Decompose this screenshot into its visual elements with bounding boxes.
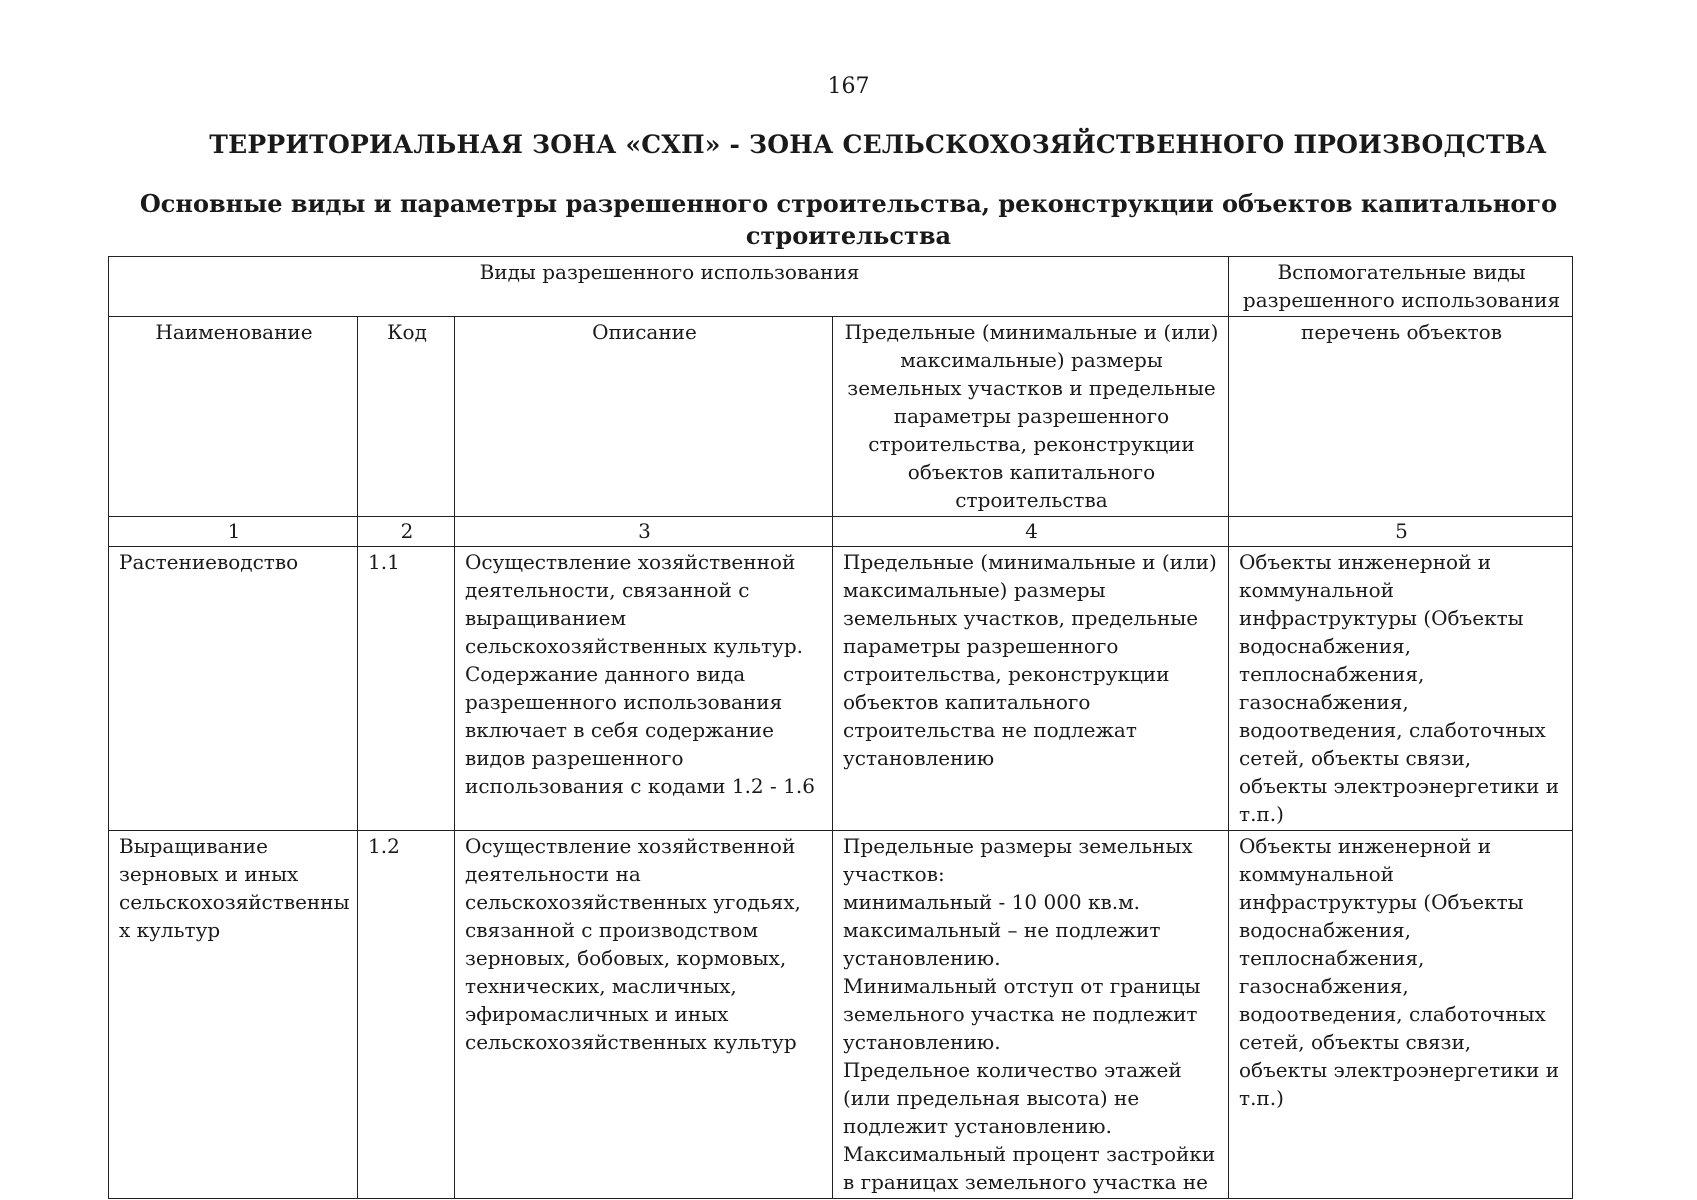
table-row	[109, 831, 1573, 1199]
column-header-objects: перечень объектов	[1229, 317, 1573, 517]
table-row	[109, 547, 1573, 831]
row-description-cell: Осуществление хозяйственной деятельности на сельскохозяйственных угодьях, связанной с производством зерновых, бобовых, кормовых, технических, масличных, эфиромасличных и иных сельскохозяйственных культур	[455, 831, 833, 1199]
table-column-number-row	[109, 517, 1573, 547]
page-number: 167	[827, 74, 870, 99]
subtitle-line-1: Основные виды и параметры разрешенного строительства, реконструкции объектов капитального	[139, 189, 1558, 218]
column-header-code: Код	[358, 317, 455, 517]
group-header-main: Виды разрешенного использования	[109, 257, 1229, 317]
limits-line: Максимальный процент застройки в границах земельного участка не	[843, 1142, 1216, 1194]
row-name-cell: Растениеводство	[109, 547, 358, 831]
row-code-cell: 1.2	[358, 831, 455, 1199]
limits-line: Минимальный отступ от границы земельного участка не подлежит установлению.	[843, 974, 1201, 1054]
column-number: 3	[455, 517, 833, 547]
column-number: 1	[109, 517, 358, 547]
column-header-description: Описание	[455, 317, 833, 517]
table-column-header-row	[109, 317, 1573, 517]
limits-line: минимальный - 10 000 кв.м.	[843, 890, 1141, 914]
column-number: 4	[833, 517, 1229, 547]
zone-parameters-table	[108, 256, 1573, 1199]
group-header-aux: Вспомогательные виды разрешенного использования	[1229, 257, 1573, 317]
table-group-header-row	[109, 257, 1573, 317]
column-header-name: Наименование	[109, 317, 358, 517]
column-number: 5	[1229, 517, 1573, 547]
column-header-limits: Предельные (минимальные и (или) максимальные) размеры земельных участков и предельные параметры разрешенного строительства, реконструкции объектов капитального строительства	[833, 317, 1229, 517]
subtitle-line-2: строительства	[745, 221, 952, 250]
row-limits-cell	[833, 831, 1229, 1199]
limits-line: Предельные размеры земельных участков:	[843, 834, 1193, 886]
row-description-cell: Осуществление хозяйственной деятельности, связанной с выращиванием сельскохозяйственных культур. Содержание данного вида разрешенного использования включает в себя содержание видов разрешенного использования с кодами 1.2 - 1.6	[455, 547, 833, 831]
limits-line: Предельное количество этажей (или предельная высота) не подлежит установлению.	[843, 1058, 1182, 1138]
row-code-cell: 1.1	[358, 547, 455, 831]
row-aux-objects-cell: Объекты инженерной и коммунальной инфраструктуры (Объекты водоснабжения, теплоснабжения, газоснабжения, водоотведения, слаботочных сетей, объекты связи, объекты электроэнергетики и т.п.)	[1229, 547, 1573, 831]
document-subtitle	[0, 188, 1697, 252]
row-aux-objects-cell: Объекты инженерной и коммунальной инфраструктуры (Объекты водоснабжения, теплоснабжения, газоснабжения, водоотведения, слаботочных сетей, объекты связи, объекты электроэнергетики и т.п.)	[1229, 831, 1573, 1199]
limits-line: максимальный – не подлежит установлению.	[843, 918, 1161, 970]
column-number: 2	[358, 517, 455, 547]
row-limits-cell: Предельные (минимальные и (или) максимальные) размеры земельных участков, предельные параметры разрешенного строительства, реконструкции объектов капитального строительства не подлежат установлению	[833, 547, 1229, 831]
row-name-cell: Выращивание зерновых и иных сельскохозяйственны х культур	[109, 831, 358, 1199]
document-title: ТЕРРИТОРИАЛЬНАЯ ЗОНА «СХП» - ЗОНА СЕЛЬСКОХОЗЯЙСТВЕННОГО ПРОИЗВОДСТВА	[209, 130, 1547, 159]
